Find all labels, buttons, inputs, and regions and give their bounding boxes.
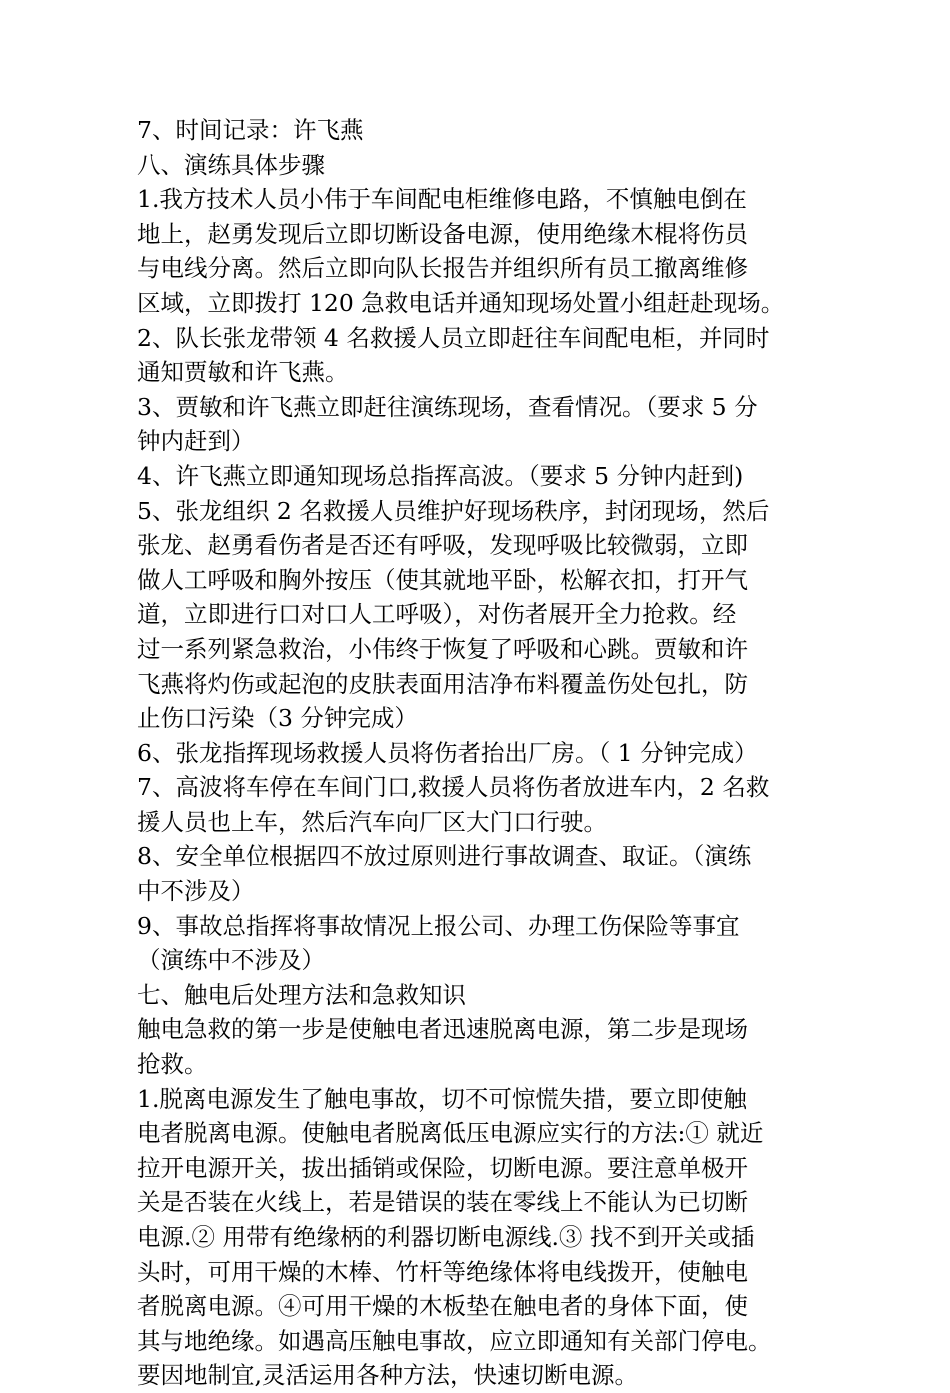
text-line: 9、事故总指挥将事故情况上报公司、办理工伤保险等事宜 xyxy=(137,911,740,940)
text-line: 中不涉及） xyxy=(137,877,255,906)
text-line: 2、队长张龙带领 4 名救援人员立即赶往车间配电柜，并同时 xyxy=(137,323,770,352)
text-line: 拉开电源开关，拔出插销或保险，切断电源。要注意单极开 xyxy=(137,1153,748,1182)
text-line: 抢救。 xyxy=(137,1050,208,1079)
text-line: 地上，赵勇发现后立即切断设备电源，使用绝缘木棍将伤员 xyxy=(137,219,748,248)
text-line: 3、贾敏和许飞燕立即赶往演练现场，查看情况。（要求 5 分 xyxy=(137,392,758,421)
text-line: 援人员也上车，然后汽车向厂区大门口行驶。 xyxy=(137,807,607,836)
text-line: 钟内赶到） xyxy=(137,427,255,456)
text-line: 头时，可用干燥的木棒、竹杆等绝缘体将电线拨开，使触电 xyxy=(137,1257,748,1286)
text-line: 者脱离电源。④可用干燥的木板垫在触电者的身体下面，使 xyxy=(137,1292,748,1321)
text-line: 要因地制宜,灵活运用各种方法，快速切断电源。 xyxy=(137,1361,638,1390)
document-body xyxy=(137,113,817,1393)
text-line: 其与地绝缘。如遇高压触电事故，应立即通知有关部门停电。 xyxy=(137,1326,772,1355)
text-line: 做人工呼吸和胸外按压（使其就地平卧，松解衣扣，打开气 xyxy=(137,565,748,594)
text-line: 1.我方技术人员小伟于车间配电柜维修电路，不慎触电倒在 xyxy=(137,185,747,214)
text-line: 张龙、赵勇看伤者是否还有呼吸，发现呼吸比较微弱，立即 xyxy=(137,531,748,560)
text-line: 与电线分离。然后立即向队长报告并组织所有员工撤离维修 xyxy=(137,254,748,283)
text-line: 8、安全单位根据四不放过原则进行事故调查、取证。（演练 xyxy=(137,842,752,871)
text-line: 电者脱离电源。使触电者脱离低压电源应实行的方法:① 就近 xyxy=(137,1119,764,1148)
text-line: 触电急救的第一步是使触电者迅速脱离电源，第二步是现场 xyxy=(137,1015,748,1044)
text-line: 5、张龙组织 2 名救援人员维护好现场秩序，封闭现场，然后 xyxy=(137,496,770,525)
text-line: 道，立即进行口对口人工呼吸），对伤者展开全力抢救。经 xyxy=(137,600,737,629)
text-line: 7、时间记录：许飞燕 xyxy=(137,116,364,144)
section-heading: 八、演练具体步骤 xyxy=(137,150,325,179)
text-line: 7、高波将车停在车间门口,救援人员将伤者放进车内，2 名救 xyxy=(137,773,770,802)
text-line: 4、许飞燕立即通知现场总指挥高波。（要求 5 分钟内赶到) xyxy=(137,461,744,490)
text-line: 电源.② 用带有绝缘柄的利器切断电源线.③ 找不到开关或插 xyxy=(137,1223,755,1251)
text-line: 6、张龙指挥现场救援人员将伤者抬出厂房。（ 1 分钟完成） xyxy=(137,738,758,767)
section-heading: 七、触电后处理方法和急救知识 xyxy=(137,980,466,1009)
text-line: 过一系列紧急救治，小伟终于恢复了呼吸和心跳。贾敏和许 xyxy=(137,634,748,663)
text-line: 止伤口污染（3 分钟完成） xyxy=(137,704,418,733)
text-line: 关是否装在火线上，若是错误的装在零线上不能认为已切断 xyxy=(137,1188,748,1217)
text-line: 飞燕将灼伤或起泡的皮肤表面用洁净布料覆盖伤处包扎，防 xyxy=(137,669,748,698)
text-line: （演练中不涉及） xyxy=(137,946,325,975)
text-line: 1.脱离电源发生了触电事故，切不可惊慌失措，要立即使触 xyxy=(137,1084,747,1113)
text-line: 区域，立即拨打 120 急救电话并通知现场处置小组赶赴现场。 xyxy=(137,288,785,317)
text-line: 通知贾敏和许飞燕。 xyxy=(137,358,349,387)
